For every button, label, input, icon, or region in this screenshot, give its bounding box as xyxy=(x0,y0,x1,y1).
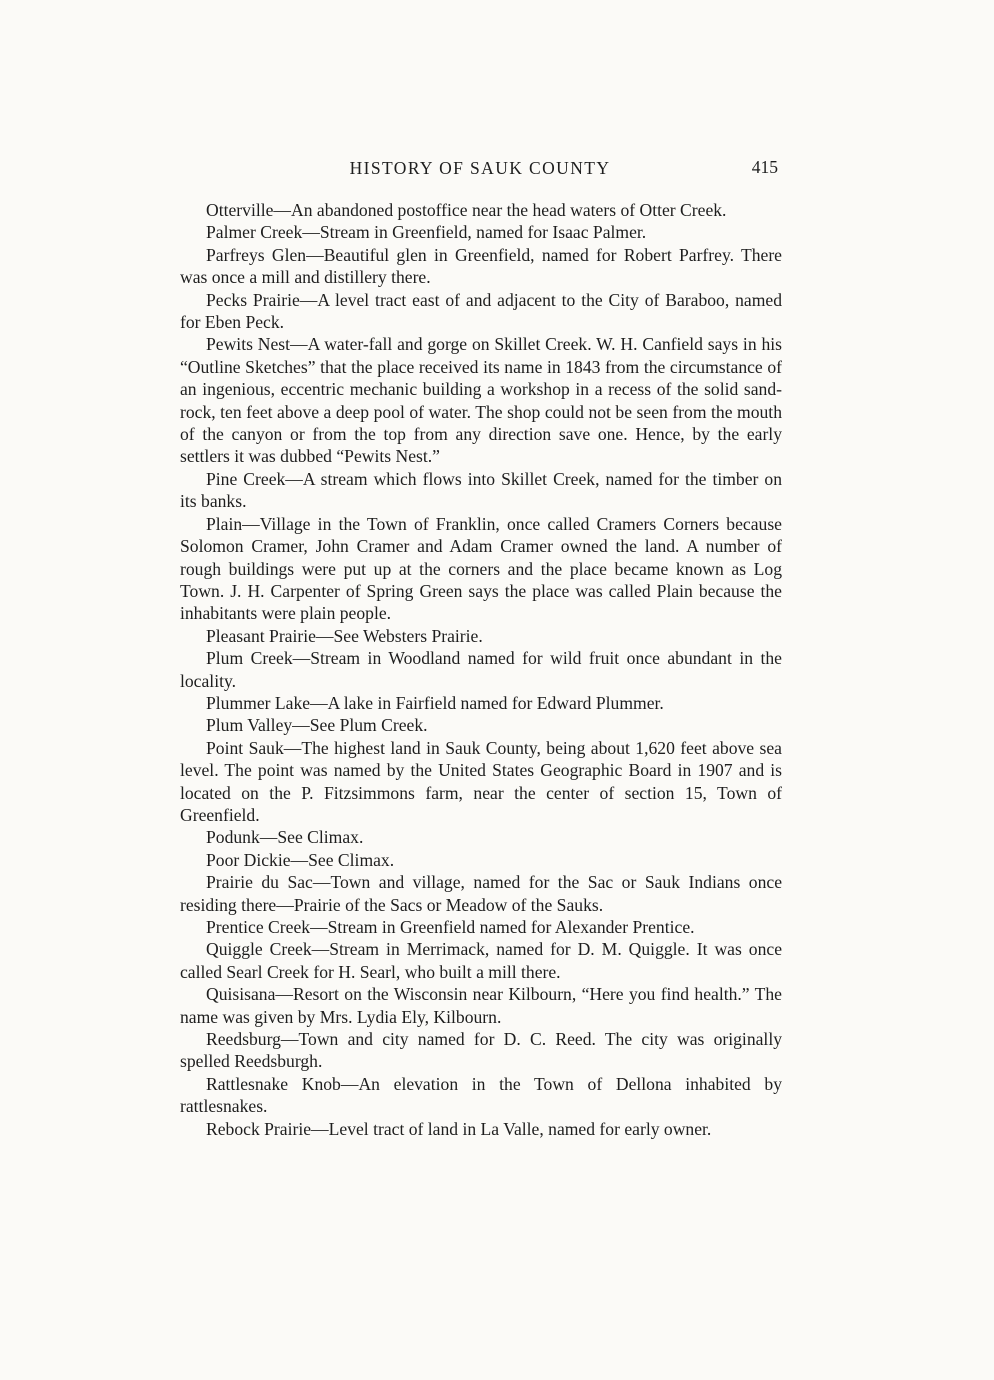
entry-point-sauk: Point Sauk—The highest land in Sauk County, being about 1,620 feet above sea level. The point was named by the United States Geographic Board in 1907 and is located on the P. Fitzsimmons farm, near the center of section 15, Town of Greenfield. xyxy=(180,737,782,825)
entry-prentice-creek: Prentice Creek—Stream in Greenfield named for Alexander Prentice. xyxy=(206,917,695,937)
entry-plain: Plain—Village in the Town of Franklin, once called Cramers Corners because Solomon Cramer, John Cramer and Adam Cramer owned the land. A number of rough buildings were put up at the corners and the place became known as Log Town. J. H. Carpenter of Spring Green says the place was called Plain because the inhabitants were plain people. xyxy=(180,513,782,624)
entry-pleasant-prairie: Pleasant Prairie—See Websters Prairie. xyxy=(206,625,483,646)
entry-prairie-du-sac: Prairie du Sac—Town and village, named for the Sac or Sauk Indians once residing there—Prairie of the Sacs or Meadow of the Sauks. xyxy=(180,872,782,915)
running-head: HISTORY OF SAUK COUNTY xyxy=(349,158,611,178)
entry-quiggle-creek: Quiggle Creek—Stream in Merrimack, named for D. M. Quiggle. It was once called Searl Creek for H. Searl, who built a mill there. xyxy=(180,939,782,982)
entry-plummer-lake: Plummer Lake—A lake in Fairfield named for Edward Plummer. xyxy=(206,692,664,713)
entry-reedsburg: Reedsburg—Town and city named for D. C. Reed. The city was originally spelled Reedsburgh. xyxy=(180,1029,782,1072)
entry-pecks-prairie: Pecks Prairie—A level tract east of and adjacent to the City of Baraboo, named for Eben Peck. xyxy=(180,289,782,333)
entry-quisisana: Quisisana—Resort on the Wisconsin near Kilbourn, “Here you find health.” The name was given by Mrs. Lydia Ely, Kilbourn. xyxy=(180,984,782,1027)
page-header xyxy=(180,158,780,184)
page-number: 415 xyxy=(751,157,778,177)
entry-otterville: Otterville—An abandoned postoffice near the head waters of Otter Creek. xyxy=(206,200,727,220)
entry-palmer-creek: Palmer Creek—Stream in Greenfield, named for Isaac Palmer. xyxy=(206,222,647,243)
entry-poor-dickie: Poor Dickie—See Climax. xyxy=(206,849,395,870)
entry-plum-creek: Plum Creek—Stream in Woodland named for wild fruit once abundant in the locality. xyxy=(180,648,782,691)
gazetteer-entries xyxy=(180,199,782,1140)
entry-podunk: Podunk—See Climax. xyxy=(206,827,364,848)
entry-pine-creek: Pine Creek—A stream which flows into Skillet Creek, named for the timber on its banks. xyxy=(180,468,782,512)
entry-plum-valley: Plum Valley—See Plum Creek. xyxy=(206,715,428,736)
entry-pewits-nest: Pewits Nest—A water-fall and gorge on Skillet Creek. W. H. Canfield says in his “Outline Sketches” that the place received its name in 1843 from the circumstance of an ingenious, eccentric mechanic building a workshop in a recess of the solid sand-rock, ten feet above a deep pool of water. The shop could not be seen from the mouth of the canyon or from the top from any direction save one. Hence, by the early settlers it was dubbed “Pewits Nest.” xyxy=(180,334,782,467)
entry-parfreys-glen: Parfreys Glen—Beautiful glen in Greenfield, named for Robert Parfrey. There was once a mill and distillery there. xyxy=(180,244,782,288)
entry-rattlesnake-knob: Rattlesnake Knob—An elevation in the Town of Dellona inhabited by rattlesnakes. xyxy=(180,1073,782,1117)
entry-rebock-prairie: Rebock Prairie—Level tract of land in La Valle, named for early owner. xyxy=(206,1118,712,1139)
